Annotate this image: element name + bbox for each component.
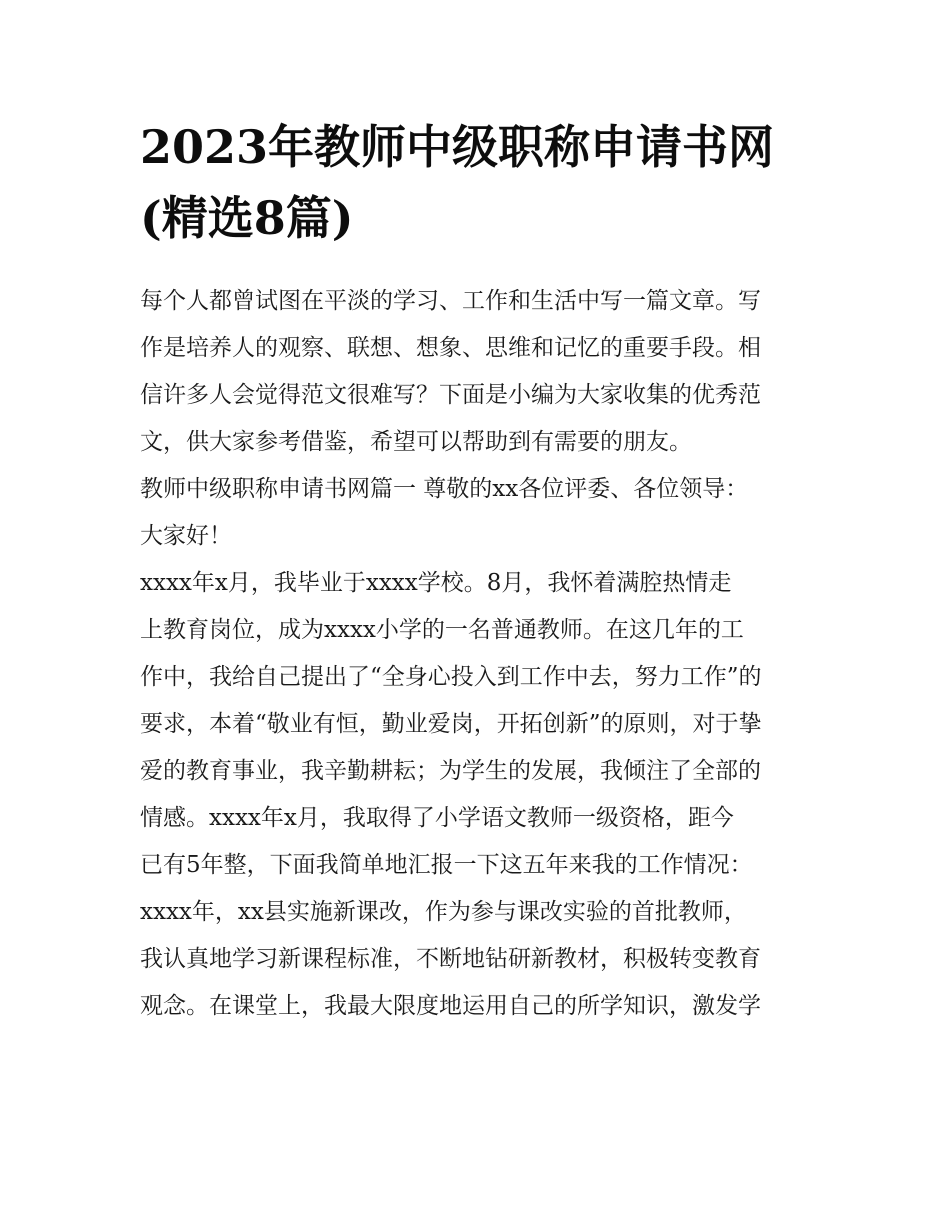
body-line: 要求，本着“敬业有恒，勤业爱岗，开拓创新”的原则，对于挚 [140,711,762,737]
body-line: 信许多人会觉得范文很难写？下面是小编为大家收集的优秀范 [140,382,761,408]
body-line: 已有5年整，下面我简单地汇报一下这五年来我的工作情况： [140,852,753,878]
body-line: xxxx年，xx县实施新课改，作为参与课改实验的首批教师， [140,899,747,925]
body-line: 文，供大家参考借鉴，希望可以帮助到有需要的朋友。 [140,429,692,455]
body-line: xxxx年x月，我毕业于xxxx学校。8月，我怀着满腔热情走 [140,570,732,596]
document-body [140,278,820,1030]
body-line: 作中，我给自己提出了“全身心投入到工作中去，努力工作”的 [140,664,762,690]
body-line: 教师中级职称申请书网篇一 尊敬的xx各位评委、各位领导： [140,476,749,502]
title-line-2: (精选8篇) [140,191,354,245]
title-line-1: 2023年教师中级职称申请书网 [140,120,775,174]
body-line: 我认真地学习新课程标准，不断地钻研新教材，积极转变教育 [140,946,761,972]
document-title [140,112,820,254]
body-line: 情感。xxxx年x月，我取得了小学语文教师一级资格，距今 [140,805,734,831]
body-line: 大家好！ [140,523,232,549]
body-line: 观念。在课堂上，我最大限度地运用自己的所学知识，激发学 [140,993,761,1019]
body-line: 作是培养人的观察、联想、想象、思维和记忆的重要手段。相 [140,335,761,361]
body-line: 每个人都曾试图在平淡的学习、工作和生活中写一篇文章。写 [140,288,761,314]
body-line: 爱的教育事业，我辛勤耕耘；为学生的发展，我倾注了全部的 [140,758,761,784]
body-line: 上教育岗位，成为xxxx小学的一名普通教师。在这几年的工 [140,617,744,643]
